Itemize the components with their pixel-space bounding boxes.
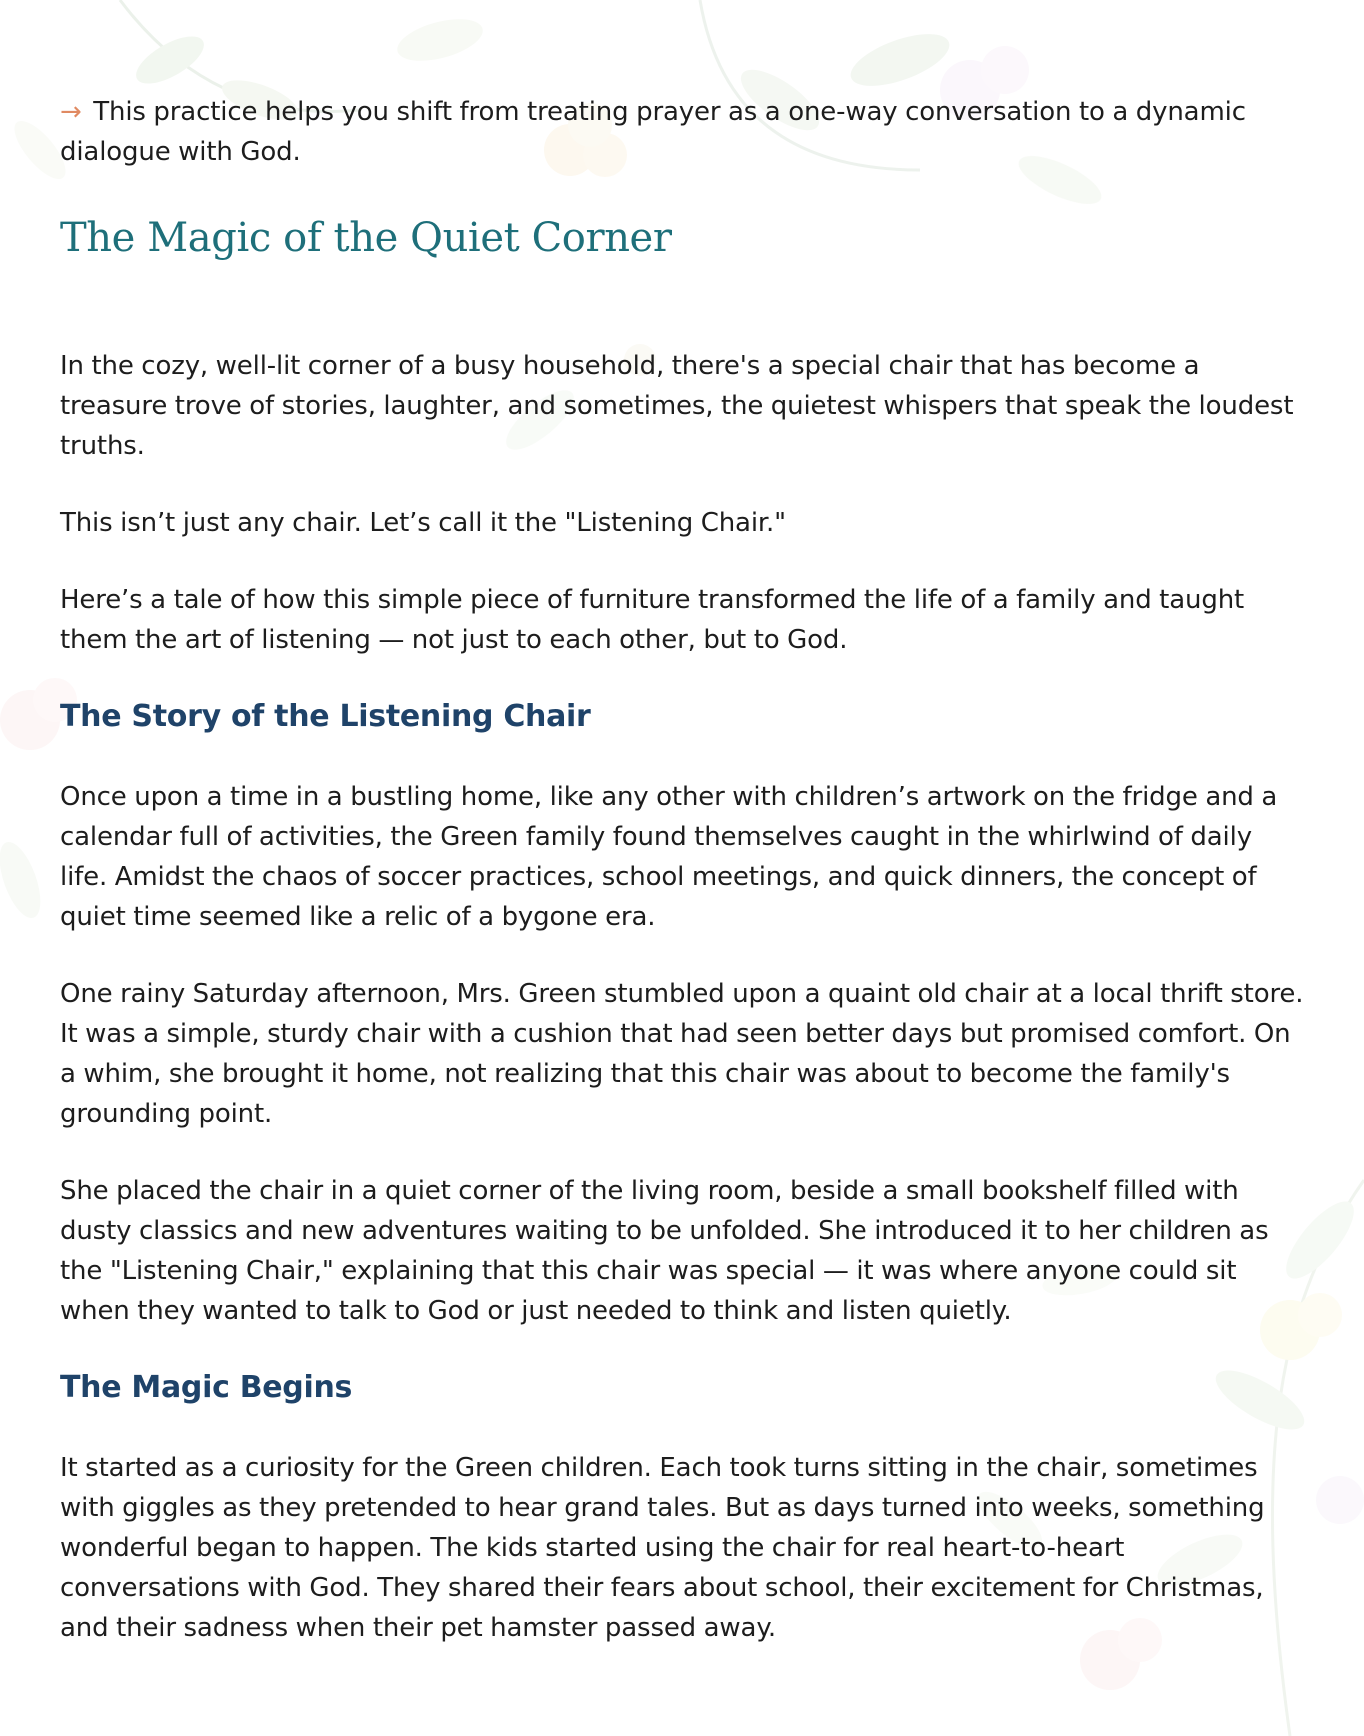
body-paragraph: She placed the chair in a quiet corner of the living room, beside a small bookshelf filled with dusty classics and new adventures waiting to be unfolded. She introduced it to her children as the "Listening Chair," explaining that this chair was special — it was where anyone could sit when they wanted to talk to God or just needed to think and listen quietly. <box>60 1176 1269 1326</box>
body-paragraph: One rainy Saturday afternoon, Mrs. Green stumbled upon a quaint old chair at a local thrift store. It was a simple, sturdy chair with a cushion that had seen better days but promised comfort. On a whim, she brought it home, not realizing that this chair was about to become the family's grounding point. <box>60 979 1304 1129</box>
body-paragraph: It started as a curiosity for the Green children. Each took turns sitting in the chair, sometimes with giggles as they pretended to hear grand tales. But as days turned into weeks, something wonderful began to happen. The kids started using the chair for real heart-to-heart conversations with God. They shared their fears about school, their excitement for Christmas, and their sadness when their pet hamster passed away. <box>60 1453 1265 1643</box>
body-paragraph: This isn’t just any chair. Let’s call it the "Listening Chair." <box>60 508 786 538</box>
subsection-title: The Magic Begins <box>60 1370 353 1405</box>
body-paragraph: Here’s a tale of how this simple piece of furniture transformed the life of a family and taught them the art of listening — not just to each other, but to God. <box>60 585 1245 655</box>
section-title: The Magic of the Quiet Corner <box>60 215 672 261</box>
body-paragraph: Once upon a time in a bustling home, like any other with children’s artwork on the fridge and a calendar full of activities, the Green family found themselves caught in the whirlwind of daily life. Amidst the chaos of soccer practices, school meetings, and quick dinners, the concept of quiet time seemed like a relic of a bygone era. <box>60 782 1278 932</box>
body-paragraph: In the cozy, well-lit corner of a busy household, there's a special chair that has become a treasure trove of stories, laughter, and sometimes, the quietest whispers that speak the loudest truths. <box>60 351 1294 461</box>
intro-paragraph <box>60 92 1304 172</box>
arrow-right-icon: → <box>60 97 82 127</box>
intro-text: This practice helps you shift from treating prayer as a one-way conversation to a dynamic dialogue with God. <box>60 97 1246 167</box>
subsection-title: The Story of the Listening Chair <box>60 699 591 734</box>
